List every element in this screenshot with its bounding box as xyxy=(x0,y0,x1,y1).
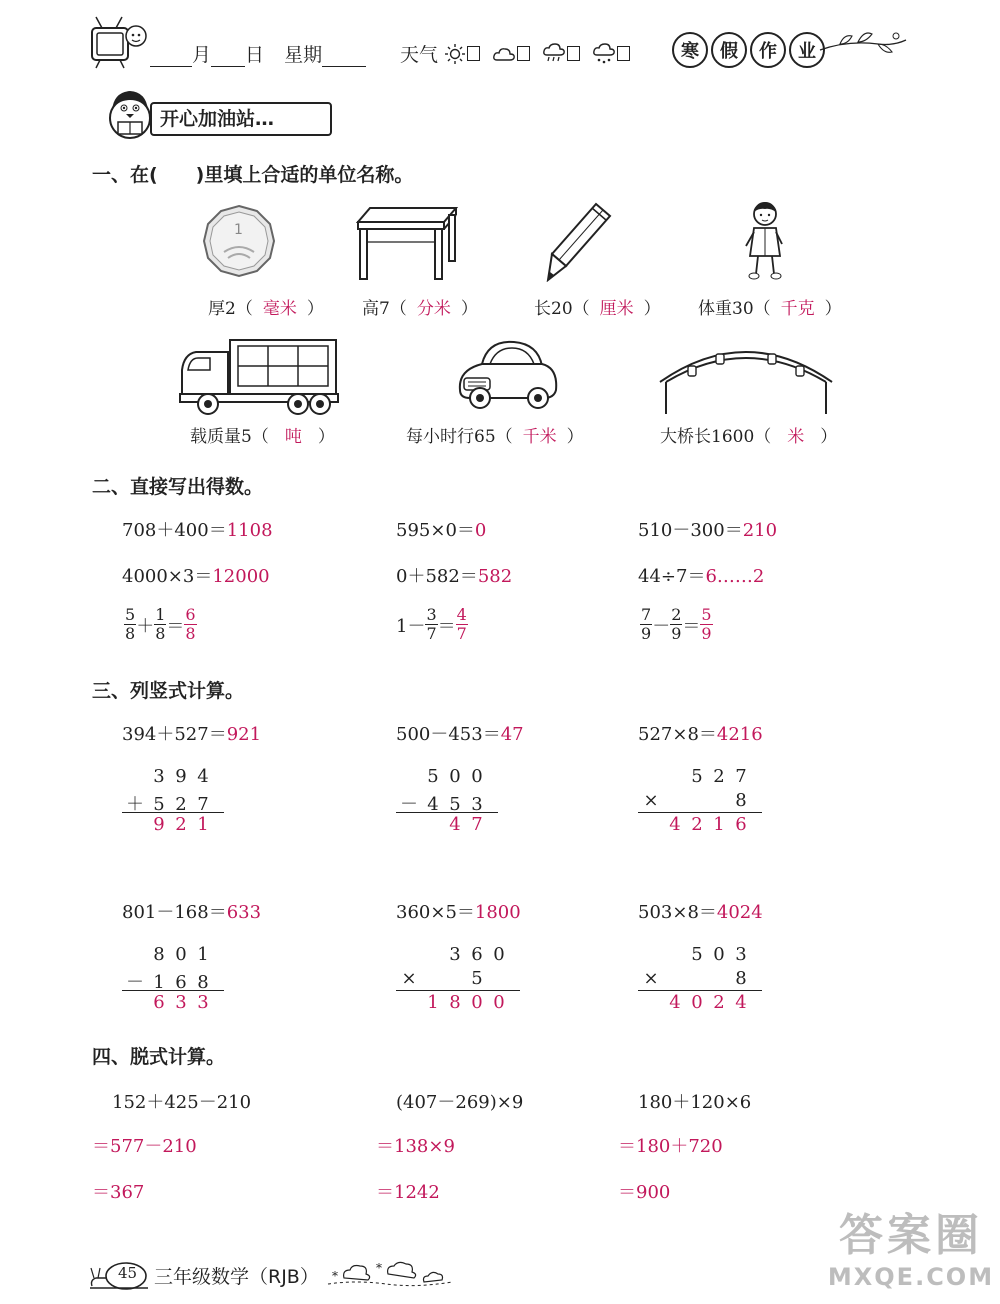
numerator: 5 xyxy=(701,605,712,624)
q1-prefix: 大桥长1600（ xyxy=(660,427,772,447)
q2-title: 二、直接写出得数。 xyxy=(92,476,264,498)
q3-divider-line xyxy=(396,812,498,813)
q1-prefix: 载质量5（ xyxy=(190,427,269,447)
svg-text:1: 1 xyxy=(234,222,243,238)
footer xyxy=(88,1256,468,1296)
denominator: 9 xyxy=(701,624,712,643)
q3-digit: 4 xyxy=(735,992,747,1013)
q3-expr: 360×5＝ xyxy=(396,902,475,923)
q3-expr: 527×8＝ xyxy=(638,724,717,745)
q3-digit: 3 xyxy=(153,766,165,787)
q3-digit: 0 xyxy=(493,944,505,965)
q3-operator: × xyxy=(643,968,659,989)
q2-answer: 0 xyxy=(474,520,487,541)
q1-answer: 分米 xyxy=(416,299,451,319)
q3-operator: × xyxy=(401,968,417,989)
q1-prefix: 体重30（ xyxy=(698,299,771,319)
weather-checkbox-sun[interactable] xyxy=(467,46,480,61)
q3-digit: 9 xyxy=(175,766,187,787)
fraction xyxy=(640,606,652,643)
q3-answer: 4024 xyxy=(716,902,763,923)
q1-answer: 厘米 xyxy=(599,299,634,319)
q1-prefix: 长20（ xyxy=(534,299,590,319)
q3-expr: 801－168＝ xyxy=(122,902,227,923)
q3-equation xyxy=(396,720,524,746)
q3-answer: 1800 xyxy=(474,902,521,923)
q4-step: ＝900 xyxy=(618,1182,671,1203)
q2-item xyxy=(638,516,777,542)
q3-digit: 0 xyxy=(691,992,703,1013)
q3-digit: 4 xyxy=(197,766,209,787)
denominator: 8 xyxy=(155,624,166,643)
q4-step: ＝180＋720 xyxy=(618,1136,723,1157)
q3-digit: 1 xyxy=(197,944,209,965)
q1-item-car xyxy=(406,422,584,447)
fraction xyxy=(124,606,136,643)
snow-icon xyxy=(592,43,616,65)
q3-digit: 0 xyxy=(471,992,483,1013)
q3-digit: 6 xyxy=(735,814,747,835)
q3-digit: 5 xyxy=(691,944,703,965)
q3-digit: 0 xyxy=(175,944,187,965)
numerator: 6 xyxy=(185,605,196,624)
denominator: 9 xyxy=(671,624,682,643)
q3-equation xyxy=(122,898,261,924)
q3-answer: 47 xyxy=(500,724,524,745)
q3-vertical-row xyxy=(422,766,488,787)
q2-item xyxy=(638,562,764,588)
watermark xyxy=(826,1210,996,1292)
numerator: 7 xyxy=(641,605,652,624)
q1-suffix: ） xyxy=(460,299,478,319)
q4-step: ＝367 xyxy=(92,1182,145,1203)
weather-checkbox-cloud[interactable] xyxy=(517,46,530,61)
q3-equation xyxy=(638,898,763,924)
q3-digit: 5 xyxy=(449,794,461,815)
truck-image xyxy=(178,334,342,416)
numerator: 5 xyxy=(125,605,136,624)
rain-icon xyxy=(542,43,566,65)
q3-divider-line xyxy=(396,990,520,991)
q3-vertical-row xyxy=(422,992,510,1013)
q3-digit: 0 xyxy=(449,766,461,787)
penguin-mascot-icon xyxy=(104,86,156,140)
car-image xyxy=(454,334,560,414)
q1-suffix: ） xyxy=(306,299,324,319)
q3-digit: 2 xyxy=(175,794,187,815)
q3-digit: 5 xyxy=(153,794,165,815)
q3-digit: 1 xyxy=(713,814,725,835)
q3-operator: － xyxy=(400,794,418,815)
denominator: 8 xyxy=(185,624,196,643)
q4-step: ＝138×9 xyxy=(376,1136,455,1157)
q3-digit: 8 xyxy=(197,972,209,993)
q3-digit: 0 xyxy=(493,992,505,1013)
numerator: 2 xyxy=(671,605,682,624)
q2-answer: 582 xyxy=(477,566,513,587)
q3-digit: 6 xyxy=(175,972,187,993)
q3-digit: 7 xyxy=(735,766,747,787)
page-number: 45 xyxy=(118,1264,138,1282)
q1-answer: 米 xyxy=(787,427,805,447)
q1-prefix: 厚2（ xyxy=(208,299,253,319)
q3-digit: 1 xyxy=(427,992,439,1013)
winter-homework-badge xyxy=(672,32,828,68)
q2-item xyxy=(396,516,486,542)
q2-expr: 510－300＝ xyxy=(638,520,743,541)
q2-expr: 0＋582＝ xyxy=(396,566,478,587)
q3-digit: 2 xyxy=(713,992,725,1013)
month-label: 月 xyxy=(192,44,212,66)
q3-vertical-row xyxy=(422,944,510,965)
q3-digit: 4 xyxy=(427,794,439,815)
q3-digit: 9 xyxy=(153,814,165,835)
q3-digit: 2 xyxy=(691,814,703,835)
q3-digit: 1 xyxy=(197,814,209,835)
q3-vertical-row xyxy=(422,814,488,835)
operator: ＋ xyxy=(136,615,155,637)
fraction xyxy=(154,606,166,643)
q2-expr: 708＋400＝ xyxy=(122,520,227,541)
q3-digit: 7 xyxy=(471,814,483,835)
q3-title: 三、列竖式计算。 xyxy=(92,680,245,702)
q3-digit: 2 xyxy=(175,814,187,835)
q1-suffix: ） xyxy=(566,427,584,447)
q1-prefix: 高7（ xyxy=(362,299,407,319)
operator: － xyxy=(652,615,671,637)
q2-expr: 4000×3＝ xyxy=(122,566,213,587)
q3-digit: 4 xyxy=(449,814,461,835)
numerator: 4 xyxy=(456,605,467,624)
svg-text:*: * xyxy=(332,1269,338,1283)
q1-item-bridge xyxy=(660,422,837,447)
q3-digit: 6 xyxy=(153,992,165,1013)
q1-suffix: ） xyxy=(643,299,661,319)
q4-step: ＝1242 xyxy=(376,1182,440,1203)
q4-expr: (407－269)×9 xyxy=(396,1092,524,1113)
q2-item xyxy=(396,562,512,588)
q2-expr: 44÷7＝ xyxy=(638,566,706,587)
q3-vertical-row xyxy=(664,944,752,965)
q2-item xyxy=(122,516,273,542)
q4-title: 四、脱式计算。 xyxy=(92,1046,226,1068)
q1-suffix: ） xyxy=(820,427,838,447)
section-banner-title: 开心加油站… xyxy=(150,102,332,136)
equals-sign: ＝ xyxy=(166,615,185,637)
q1-answer: 毫米 xyxy=(262,299,297,319)
q3-digit: 5 xyxy=(427,766,439,787)
q1-item-coin xyxy=(208,294,324,319)
numerator: 1 xyxy=(155,605,166,624)
q1-prefix: 每小时行65（ xyxy=(406,427,513,447)
badge-char: 假 xyxy=(711,32,747,68)
sun-icon xyxy=(444,43,466,65)
fraction-answer xyxy=(456,606,468,643)
cloud-decoration-icon xyxy=(326,1260,454,1290)
denominator: 7 xyxy=(456,624,467,643)
q3-vertical-row xyxy=(638,968,752,989)
q3-vertical-row xyxy=(638,790,752,811)
weather-checkbox-snow[interactable] xyxy=(617,46,630,61)
q3-digit: 6 xyxy=(471,944,483,965)
badge-char: 寒 xyxy=(672,32,708,68)
q3-expr: 500－453＝ xyxy=(396,724,501,745)
q1-item-table xyxy=(362,294,478,319)
q3-digit: 3 xyxy=(735,944,747,965)
q3-answer: 921 xyxy=(226,724,262,745)
denominator: 9 xyxy=(641,624,652,643)
q4-step: ＝577－210 xyxy=(92,1136,197,1157)
equals-sign: ＝ xyxy=(437,615,456,637)
weather-label: 天气 xyxy=(400,44,439,66)
q3-expr: 503×8＝ xyxy=(638,902,717,923)
q3-vertical-row xyxy=(148,944,214,965)
q2-answer: 1108 xyxy=(226,520,273,541)
header xyxy=(0,0,1000,80)
q3-equation xyxy=(638,720,763,746)
q2-fraction-item xyxy=(124,606,197,643)
q3-digit: 8 xyxy=(153,944,165,965)
q1-item-truck xyxy=(190,422,335,447)
q1-answer: 千米 xyxy=(522,427,557,447)
q3-digit: 3 xyxy=(197,992,209,1013)
fraction-answer xyxy=(184,606,196,643)
q3-expr: 394＋527＝ xyxy=(122,724,227,745)
q3-vertical-row xyxy=(148,992,214,1013)
q3-answer: 4216 xyxy=(716,724,763,745)
q3-digit: 5 xyxy=(471,968,483,989)
q3-digit: 4 xyxy=(669,814,681,835)
q3-divider-line xyxy=(122,812,224,813)
q3-divider-line xyxy=(638,990,762,991)
q3-digit: 3 xyxy=(471,794,483,815)
fraction xyxy=(425,606,437,643)
q3-vertical-row xyxy=(664,992,752,1013)
girl-image xyxy=(740,200,790,282)
q2-expr: 595×0＝ xyxy=(396,520,475,541)
fraction-answer xyxy=(700,606,712,643)
denominator: 7 xyxy=(426,624,437,643)
watermark-url: MXQE.COM xyxy=(827,1263,995,1291)
tv-mascot-icon xyxy=(88,14,150,72)
bridge-image xyxy=(656,342,836,416)
table-image xyxy=(356,204,460,282)
badge-char: 作 xyxy=(750,32,786,68)
q2-item xyxy=(122,562,270,588)
q3-digit: 8 xyxy=(735,968,747,989)
q3-digit: 0 xyxy=(471,766,483,787)
branch-decoration-icon xyxy=(818,22,908,62)
equals-sign: ＝ xyxy=(682,615,701,637)
weather-checkbox-rain[interactable] xyxy=(567,46,580,61)
q3-equation xyxy=(396,898,521,924)
q3-digit: 8 xyxy=(735,790,747,811)
q1-item-girl xyxy=(698,294,842,319)
cloud-icon xyxy=(492,45,516,63)
q3-digit: 0 xyxy=(713,944,725,965)
q1-answer: 千克 xyxy=(780,299,815,319)
pencil-image xyxy=(546,202,614,282)
q1-answer: 吨 xyxy=(284,427,302,447)
q3-vertical-row xyxy=(148,814,214,835)
q3-vertical-row xyxy=(396,968,510,989)
q1-suffix: ） xyxy=(824,299,842,319)
q4-expr: 152＋425－210 xyxy=(112,1092,252,1113)
q3-digit: 8 xyxy=(449,992,461,1013)
q3-equation xyxy=(122,720,261,746)
q3-vertical-row xyxy=(148,766,214,787)
q3-vertical-row xyxy=(664,766,752,787)
day-label: 日 xyxy=(245,44,265,66)
q2-fraction-item xyxy=(396,606,468,643)
q1-item-pencil xyxy=(534,294,661,319)
q3-operator: － xyxy=(126,972,144,993)
denominator: 8 xyxy=(125,624,136,643)
q3-answer: 633 xyxy=(226,902,262,923)
q3-digit: 4 xyxy=(669,992,681,1013)
q1-suffix: ） xyxy=(317,427,335,447)
numerator: 3 xyxy=(426,605,437,624)
q3-operator: ＋ xyxy=(126,794,144,815)
q3-digit: 2 xyxy=(713,766,725,787)
q3-digit: 3 xyxy=(175,992,187,1013)
coin-image xyxy=(202,204,276,278)
book-title: 三年级数学（RJB） xyxy=(154,1266,319,1288)
q2-answer: 12000 xyxy=(212,566,270,587)
weekday-label: 星期 xyxy=(284,44,323,66)
badge-char: 业 xyxy=(789,32,825,68)
q3-digit: 7 xyxy=(197,794,209,815)
q3-digit: 5 xyxy=(691,766,703,787)
svg-text:*: * xyxy=(376,1261,382,1275)
watermark-text: 答案圈 xyxy=(839,1210,983,1261)
lead-term: 1－ xyxy=(396,615,426,637)
q2-answer: 210 xyxy=(742,520,778,541)
q3-vertical-row xyxy=(664,814,752,835)
q3-digit: 3 xyxy=(449,944,461,965)
q1-title: 一、在( )里填上合适的单位名称。 xyxy=(92,164,414,186)
q3-operator: × xyxy=(643,790,659,811)
q2-answer: 6……2 xyxy=(705,566,765,587)
q2-fraction-item xyxy=(640,606,713,643)
q3-digit: 1 xyxy=(153,972,165,993)
q4-expr: 180＋120×6 xyxy=(638,1092,752,1113)
fraction xyxy=(670,606,682,643)
q3-divider-line xyxy=(638,812,762,813)
q3-divider-line xyxy=(122,990,224,991)
